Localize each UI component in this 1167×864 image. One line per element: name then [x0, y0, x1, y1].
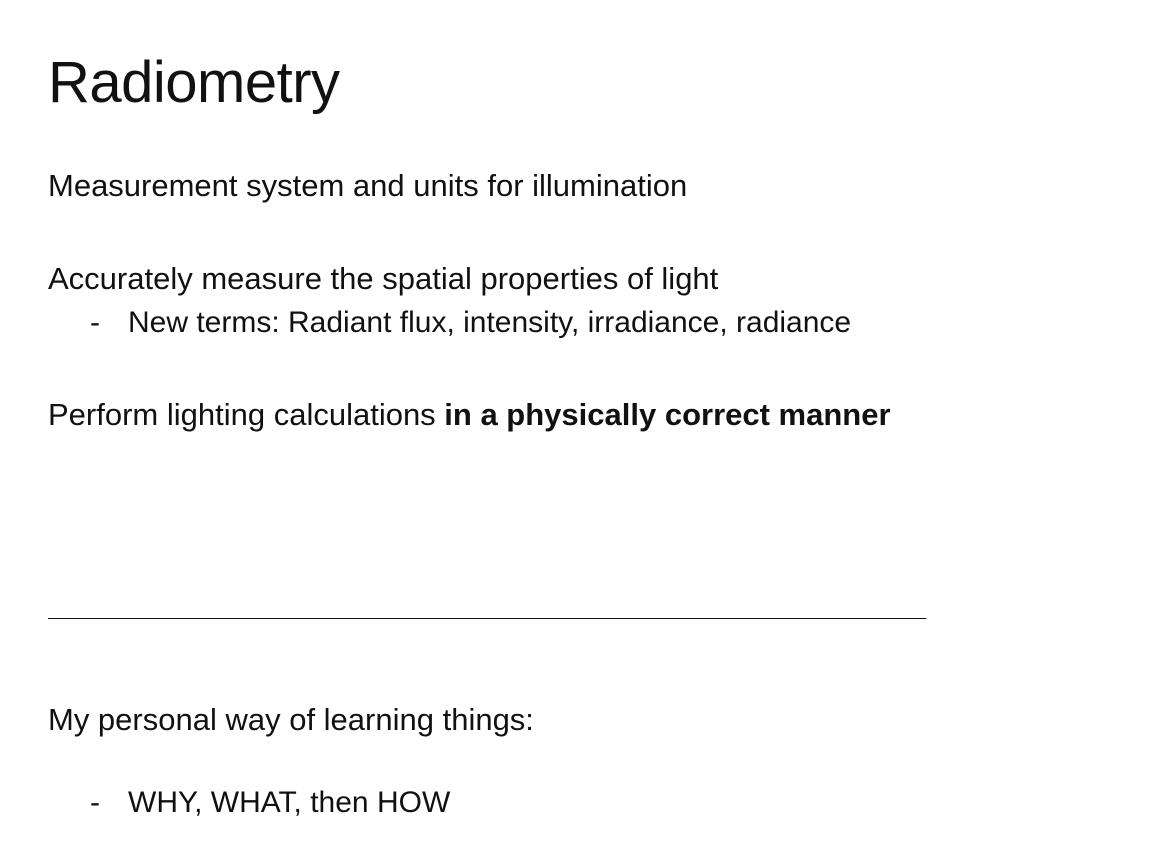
bullet-measurement-system: Measurement system and units for illumination — [48, 168, 688, 203]
sub-bullet-why-what-how — [48, 786, 1138, 821]
sub-bullet-new-terms — [48, 306, 1138, 341]
bullet-perform-lighting — [48, 397, 1138, 433]
page-title: Radiometry — [48, 49, 340, 115]
slide-lower-body — [48, 702, 1138, 820]
bullet-perform-lighting-bold: in a physically correct manner — [444, 396, 891, 432]
bullet-dash-icon: - — [90, 785, 100, 819]
sub-bullet-why-what-how-label: WHY, WHAT, then HOW — [128, 785, 451, 819]
bullet-dash-icon: - — [90, 306, 100, 340]
bullet-perform-lighting-plain: Perform lighting calculations — [48, 396, 445, 432]
sub-bullet-new-terms-label: New terms: Radiant flux, intensity, irradiance, radiance — [128, 306, 852, 340]
slide-body — [48, 168, 1138, 489]
section-divider — [48, 588, 1048, 619]
bullet-personal-way: My personal way of learning things: — [48, 702, 534, 737]
divider-line: ______________________________________________________ — [48, 588, 925, 619]
bullet-accurately-measure: Accurately measure the spatial properties of light — [48, 260, 719, 296]
